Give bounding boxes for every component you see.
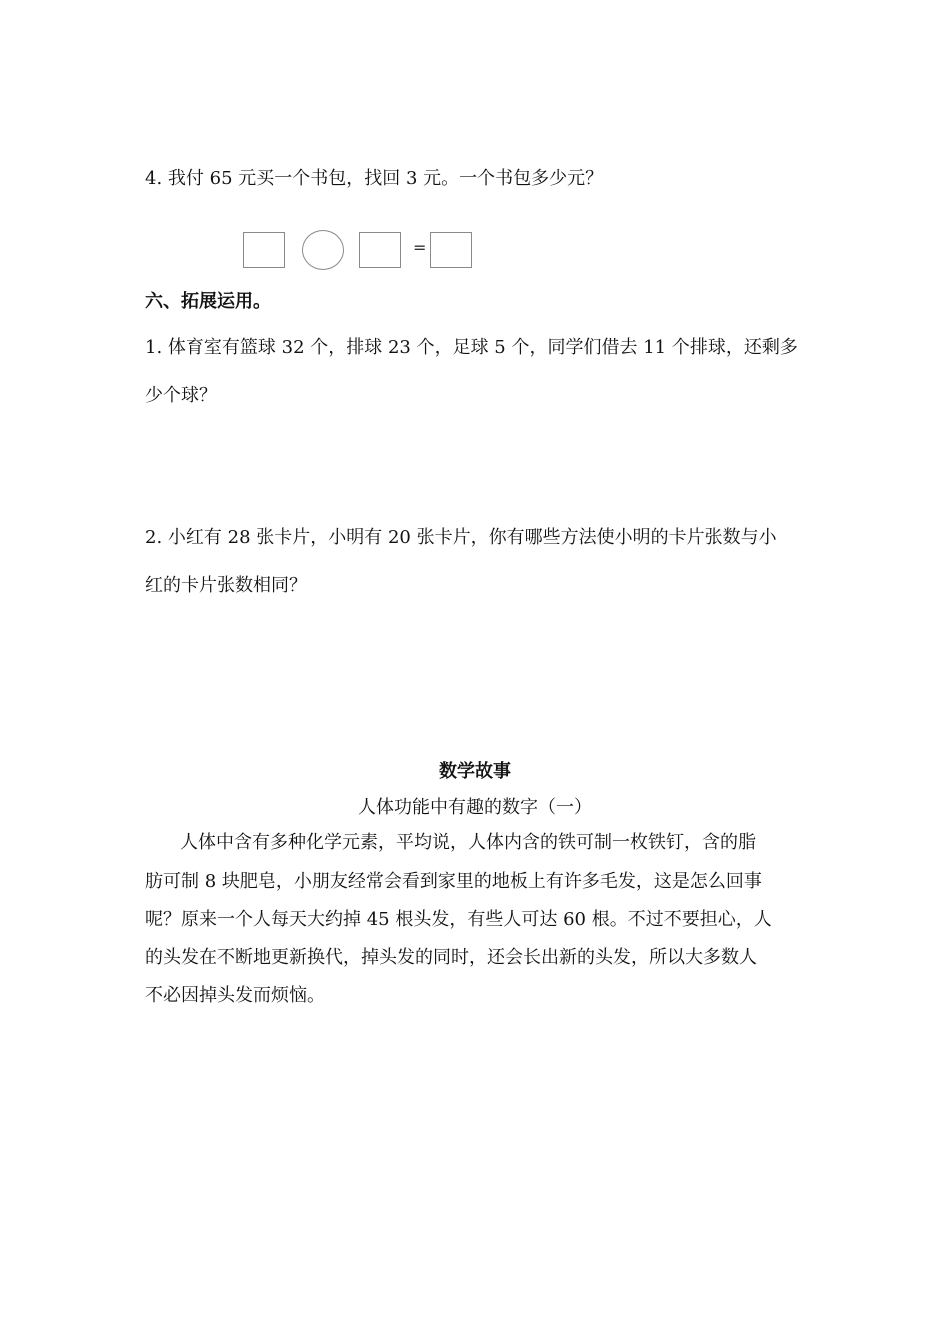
question-1-line-2: 少个球？ xyxy=(145,385,217,406)
answer-equation xyxy=(243,230,483,270)
story-title: 数学故事 xyxy=(439,761,511,782)
section-6-heading: 六、拓展运用。 xyxy=(145,291,271,312)
question-2-line-2: 红的卡片张数相同？ xyxy=(145,575,307,596)
answer-box-2[interactable] xyxy=(359,232,401,268)
story-paragraph-line: 呢？原来一个人每天大约掉 45 根头发，有些人可达 60 根。不过不要担心，人 xyxy=(145,909,772,930)
question-2-line-1: 2. 小红有 28 张卡片，小明有 20 张卡片，你有哪些方法使小明的卡片张数与小 xyxy=(145,527,777,548)
answer-box-result[interactable] xyxy=(430,232,472,268)
answer-box-1[interactable] xyxy=(243,232,285,268)
question-4-text: 4. 我付 65 元买一个书包，找回 3 元。一个书包多少元？ xyxy=(145,168,604,189)
question-1-line-1: 1. 体育室有篮球 32 个，排球 23 个，足球 5 个，同学们借去 11 个排球，还剩多 xyxy=(145,337,798,358)
story-subtitle: 人体功能中有趣的数字（一） xyxy=(358,797,592,818)
story-paragraph-line: 人体中含有多种化学元素，平均说，人体内含的铁可制一枚铁钉，含的脂 xyxy=(180,832,756,853)
story-paragraph-line: 不必因掉头发而烦恼。 xyxy=(145,985,325,1006)
story-paragraph-line: 的头发在不断地更新换代，掉头发的同时，还会长出新的头发，所以大多数人 xyxy=(145,947,757,968)
equals-sign: = xyxy=(413,238,427,257)
story-paragraph-line: 肪可制 8 块肥皂，小朋友经常会看到家里的地板上有许多毛发，这是怎么回事 xyxy=(145,871,762,892)
operator-circle[interactable] xyxy=(302,230,344,270)
